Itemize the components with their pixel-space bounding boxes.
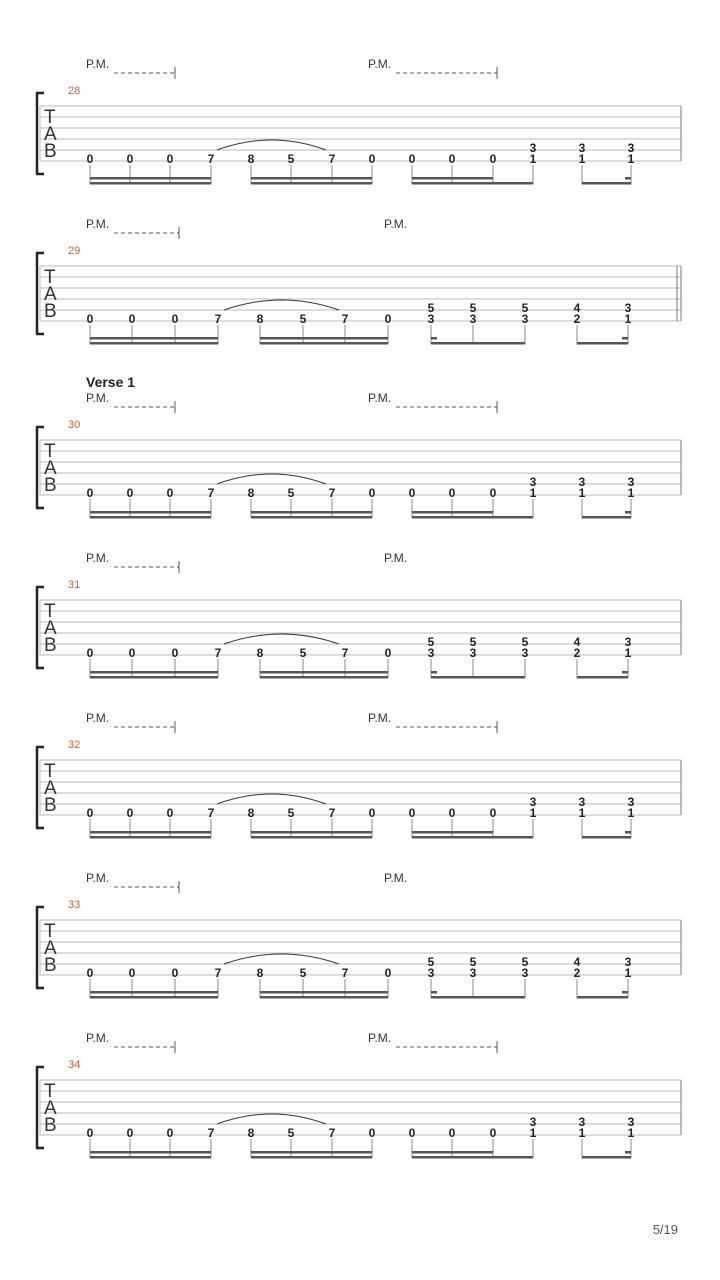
fret-number: 4	[573, 635, 581, 649]
fret-number: 7	[328, 1126, 336, 1140]
beam	[90, 342, 218, 345]
tab-clef-letter: A	[44, 124, 57, 145]
tab-clef-letter: T	[44, 921, 56, 942]
beam-stub	[431, 671, 437, 674]
fret-number: 3	[627, 795, 635, 809]
fret-number: 5	[287, 152, 295, 166]
fret-number: 3	[529, 475, 537, 489]
slur-arc	[224, 954, 339, 964]
fret-number: 7	[207, 152, 215, 166]
fret-number: 1	[529, 486, 537, 500]
fret-number: 3	[624, 301, 632, 315]
fret-number: 5	[427, 301, 435, 315]
beam-secondary	[90, 337, 218, 340]
fret-number: 7	[328, 486, 336, 500]
beam	[582, 836, 631, 839]
slur-arc	[217, 474, 326, 484]
fret-number: 7	[207, 1126, 215, 1140]
beam-stub	[625, 177, 631, 180]
beam-stub	[625, 1151, 631, 1154]
fret-number: 0	[368, 806, 376, 820]
beam	[251, 1156, 372, 1159]
fret-number: 7	[341, 312, 349, 326]
beam-stub	[622, 991, 628, 994]
fret-number: 7	[341, 646, 349, 660]
beam-secondary	[260, 991, 388, 994]
tab-clef-letter: B	[44, 141, 57, 162]
palm-mute-label: P.M.	[368, 711, 392, 725]
fret-number: 0	[368, 1126, 376, 1140]
fret-number: 7	[341, 966, 349, 980]
beam-secondary	[90, 991, 218, 994]
fret-number: 0	[166, 1126, 174, 1140]
fret-number: 3	[578, 1115, 586, 1129]
fret-number: 1	[627, 806, 635, 820]
beam	[251, 836, 372, 839]
slur-arc	[224, 634, 339, 644]
beam-secondary	[251, 177, 372, 180]
fret-number: 0	[489, 806, 497, 820]
fret-number: 7	[328, 152, 336, 166]
fret-number: 0	[408, 806, 416, 820]
fret-number: 8	[256, 312, 264, 326]
beam	[577, 342, 628, 345]
fret-number: 0	[171, 966, 179, 980]
fret-number: 0	[128, 966, 136, 980]
fret-number: 5	[469, 955, 477, 969]
tab-clef-letter: A	[44, 938, 57, 959]
tab-clef-letter: A	[44, 778, 57, 799]
fret-number: 8	[247, 806, 255, 820]
section-label: Verse 1	[86, 374, 136, 390]
tab-clef-letter: B	[44, 301, 57, 322]
fret-number: 1	[627, 1126, 635, 1140]
fret-number: 5	[521, 955, 529, 969]
fret-number: 0	[448, 806, 456, 820]
fret-number: 0	[86, 1126, 94, 1140]
fret-number: 7	[214, 966, 222, 980]
measure-number: 31	[68, 579, 81, 591]
fret-number: 1	[624, 312, 632, 326]
palm-mute-label: P.M.	[86, 391, 110, 405]
beam	[90, 1156, 211, 1159]
beam	[251, 516, 372, 519]
beam	[412, 836, 533, 839]
palm-mute-label: P.M.	[368, 391, 392, 405]
fret-number: 0	[86, 312, 94, 326]
fret-number: 0	[489, 152, 497, 166]
fret-number: 0	[86, 486, 94, 500]
measure-number: 32	[68, 739, 81, 751]
beam-stub	[625, 511, 631, 514]
palm-mute-label: P.M.	[86, 1031, 110, 1045]
fret-number: 5	[299, 966, 307, 980]
beam	[431, 996, 525, 999]
fret-number: 5	[287, 486, 295, 500]
beam	[90, 996, 218, 999]
beam-stub	[625, 831, 631, 834]
fret-number: 1	[627, 152, 635, 166]
fret-number: 8	[256, 966, 264, 980]
fret-number: 0	[408, 1126, 416, 1140]
fret-number: 2	[573, 966, 581, 980]
fret-number: 3	[521, 646, 529, 660]
palm-mute-label: P.M.	[368, 1031, 392, 1045]
beam	[260, 676, 388, 679]
beam-secondary	[251, 511, 372, 514]
fret-number: 3	[627, 1115, 635, 1129]
page-number: 5/19	[652, 1222, 678, 1237]
tab-clef-letter: B	[44, 1115, 57, 1136]
fret-number: 3	[427, 966, 435, 980]
beam-secondary	[90, 1151, 211, 1154]
fret-number: 3	[627, 475, 635, 489]
fret-number: 3	[627, 141, 635, 155]
fret-number: 5	[521, 635, 529, 649]
palm-mute-label: P.M.	[86, 711, 110, 725]
fret-number: 1	[529, 806, 537, 820]
beam	[577, 676, 628, 679]
beam	[90, 182, 211, 185]
beam	[577, 996, 628, 999]
fret-number: 1	[529, 152, 537, 166]
fret-number: 0	[408, 152, 416, 166]
tab-clef-letter: T	[44, 601, 56, 622]
fret-number: 1	[578, 152, 586, 166]
fret-number: 5	[469, 301, 477, 315]
fret-number: 5	[427, 955, 435, 969]
beam	[412, 516, 533, 519]
fret-number: 3	[427, 646, 435, 660]
fret-number: 0	[128, 312, 136, 326]
beam-secondary	[90, 831, 211, 834]
tab-clef-letter: T	[44, 1081, 56, 1102]
fret-number: 3	[624, 635, 632, 649]
fret-number: 0	[166, 152, 174, 166]
tab-clef-letter: A	[44, 284, 57, 305]
palm-mute-label: P.M.	[86, 57, 110, 71]
fret-number: 7	[214, 646, 222, 660]
fret-number: 3	[578, 475, 586, 489]
beam	[260, 996, 388, 999]
beam	[412, 1156, 533, 1159]
tab-clef-letter: T	[44, 761, 56, 782]
fret-number: 1	[578, 486, 586, 500]
fret-number: 8	[256, 646, 264, 660]
fret-number: 0	[86, 646, 94, 660]
fret-number: 0	[171, 646, 179, 660]
beam	[582, 1156, 631, 1159]
measure-number: 29	[68, 245, 81, 257]
measure-number: 33	[68, 899, 81, 911]
fret-number: 3	[578, 795, 586, 809]
fret-number: 1	[578, 1126, 586, 1140]
beam	[582, 516, 631, 519]
fret-number: 8	[247, 152, 255, 166]
fret-number: 0	[489, 486, 497, 500]
fret-number: 0	[166, 806, 174, 820]
fret-number: 0	[166, 486, 174, 500]
fret-number: 3	[427, 312, 435, 326]
fret-number: 5	[299, 312, 307, 326]
beam-secondary	[90, 177, 211, 180]
slur-arc	[217, 794, 326, 804]
beam	[412, 182, 533, 185]
measure-number: 28	[68, 85, 81, 97]
beam-secondary	[251, 831, 372, 834]
fret-number: 0	[448, 152, 456, 166]
fret-number: 1	[624, 966, 632, 980]
fret-number: 2	[573, 646, 581, 660]
tab-clef-letter: T	[44, 107, 56, 128]
fret-number: 0	[384, 646, 392, 660]
fret-number: 1	[529, 1126, 537, 1140]
beam-secondary	[412, 177, 493, 180]
fret-number: 1	[627, 486, 635, 500]
beam-secondary	[251, 1151, 372, 1154]
tab-clef-letter: T	[44, 441, 56, 462]
fret-number: 0	[368, 152, 376, 166]
beam	[582, 182, 631, 185]
fret-number: 3	[469, 966, 477, 980]
tab-clef-letter: B	[44, 475, 57, 496]
fret-number: 3	[529, 795, 537, 809]
palm-mute-label: P.M.	[384, 551, 408, 565]
beam	[431, 676, 525, 679]
palm-mute-label: P.M.	[86, 551, 110, 565]
fret-number: 0	[86, 152, 94, 166]
fret-number: 0	[128, 646, 136, 660]
palm-mute-label: P.M.	[86, 217, 110, 231]
fret-number: 7	[207, 806, 215, 820]
fret-number: 3	[469, 646, 477, 660]
fret-number: 5	[287, 806, 295, 820]
measure-number: 30	[68, 419, 81, 431]
fret-number: 7	[328, 806, 336, 820]
fret-number: 5	[521, 301, 529, 315]
fret-number: 3	[624, 955, 632, 969]
fret-number: 3	[521, 312, 529, 326]
fret-number: 0	[126, 1126, 134, 1140]
beam	[260, 342, 388, 345]
fret-number: 0	[489, 1126, 497, 1140]
tab-clef-letter: A	[44, 1098, 57, 1119]
slur-arc	[217, 140, 326, 150]
fret-number: 5	[287, 1126, 295, 1140]
tab-clef-letter: A	[44, 458, 57, 479]
measure-number: 34	[68, 1059, 81, 1071]
beam-secondary	[90, 671, 218, 674]
slur-arc	[217, 1114, 326, 1124]
beam-stub	[622, 671, 628, 674]
palm-mute-label: P.M.	[384, 217, 408, 231]
tab-clef-letter: B	[44, 635, 57, 656]
fret-number: 8	[247, 1126, 255, 1140]
fret-number: 4	[573, 301, 581, 315]
beam-secondary	[412, 1151, 493, 1154]
fret-number: 5	[299, 646, 307, 660]
beam-secondary	[412, 831, 493, 834]
fret-number: 3	[529, 141, 537, 155]
fret-number: 0	[86, 966, 94, 980]
palm-mute-label: P.M.	[368, 57, 392, 71]
fret-number: 0	[448, 486, 456, 500]
fret-number: 4	[573, 955, 581, 969]
fret-number: 3	[521, 966, 529, 980]
fret-number: 5	[427, 635, 435, 649]
fret-number: 3	[529, 1115, 537, 1129]
fret-number: 3	[469, 312, 477, 326]
tab-clef-letter: B	[44, 795, 57, 816]
fret-number: 3	[578, 141, 586, 155]
tab-clef-letter: A	[44, 618, 57, 639]
fret-number: 0	[126, 486, 134, 500]
beam	[90, 516, 211, 519]
fret-number: 2	[573, 312, 581, 326]
beam	[431, 342, 525, 345]
tab-clef-letter: T	[44, 267, 56, 288]
beam-secondary	[260, 337, 388, 340]
fret-number: 0	[126, 806, 134, 820]
fret-number: 0	[384, 966, 392, 980]
fret-number: 0	[384, 312, 392, 326]
beam-secondary	[412, 511, 493, 514]
palm-mute-label: P.M.	[86, 871, 110, 885]
fret-number: 7	[207, 486, 215, 500]
fret-number: 7	[214, 312, 222, 326]
beam-stub	[622, 337, 628, 340]
beam-stub	[431, 337, 437, 340]
slur-arc	[224, 300, 339, 310]
beam	[90, 676, 218, 679]
fret-number: 0	[448, 1126, 456, 1140]
beam-secondary	[90, 511, 211, 514]
beam-secondary	[260, 671, 388, 674]
fret-number: 1	[624, 646, 632, 660]
fret-number: 0	[171, 312, 179, 326]
fret-number: 8	[247, 486, 255, 500]
beam	[90, 836, 211, 839]
beam	[251, 182, 372, 185]
fret-number: 0	[86, 806, 94, 820]
fret-number: 1	[578, 806, 586, 820]
tab-clef-letter: B	[44, 955, 57, 976]
beam-stub	[431, 991, 437, 994]
fret-number: 0	[126, 152, 134, 166]
fret-number: 0	[368, 486, 376, 500]
fret-number: 0	[408, 486, 416, 500]
fret-number: 5	[469, 635, 477, 649]
palm-mute-label: P.M.	[384, 871, 408, 885]
